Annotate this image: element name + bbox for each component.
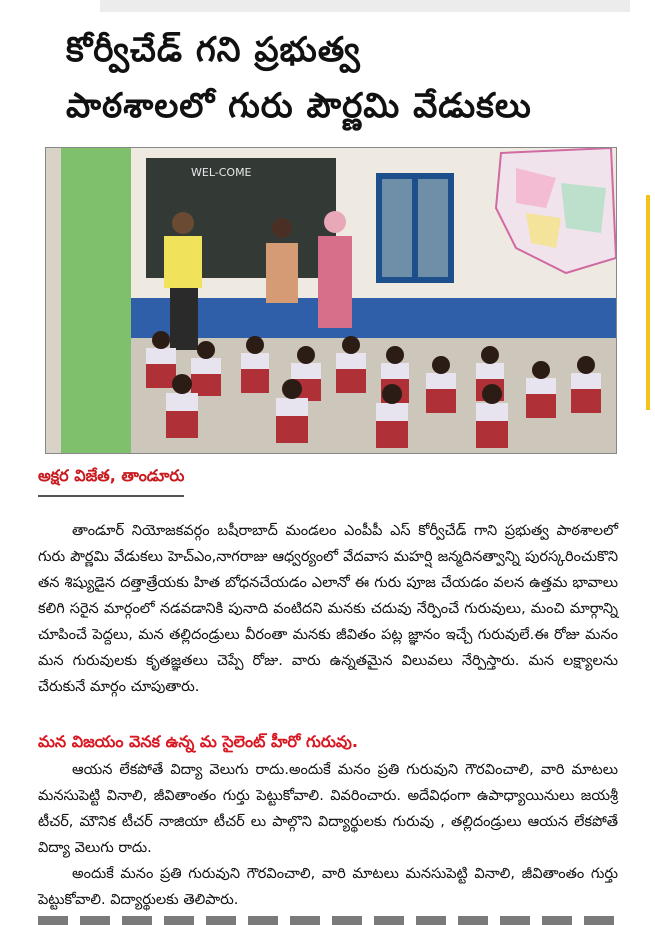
chalkboard-text: WEL-COME	[191, 166, 252, 179]
body-paragraph-2: ఆయన లేకపోతే విద్యా వెలుగు రాదు.అందుకే మనం ప్రతి గురువుని గౌరవించాలి, వారి మాటలు మనసుపెట్టి వినాలి, జీవితాంతం గుర్తు పెట్టుకోవాలి. వివరించారు. అదేవిధంగా ఉపాధ్యాయినులు జయశ్రీ టీచర్, మౌనిక టీచర్ నాజియా టీచర్ లు పాల్గొని విద్యార్థులకు గురువు , తల్లిదండ్రులు ఆయన లేకపోతే విద్యా వెలుగు రాదు.	[38, 762, 618, 856]
headline	[66, 22, 636, 134]
headline-line-1: కోర్వీచేడ్ గని ప్రభుత్వ	[66, 30, 361, 70]
classroom-photo	[45, 147, 617, 454]
highlight-line: మన విజయం వెనక ఉన్న మ సైలెంట్ హీరో గురువు.	[38, 732, 358, 751]
pillar	[61, 148, 131, 453]
body-paragraph-1: తాండూర్ నియోజకవర్గం బషీరాబాద్ మండలం ఎంపీపీ ఎస్ కోర్వీచేడ్ గాని ప్రభుత్వ పాఠశాలలో గురు పౌర్ణమి వేడుకలు హెచ్ఎం,నాగరాజు ఆధ్వర్యంలో వేదవాస మహర్షి జన్మదినత్వాన్ని పురస్కరించుకొని తన శిష్యుడైన దత్తాత్రేయకు హిత బోధనచేయడం ఎలానో ఈ గురు పూజ చేయడం వలన ఉత్తమ భావాలు కలిగి సరైన మార్గంలో నడవడానికి పునాది వంటిదని మనకు చదువు నేర్పించే గురువులు, మంచి మార్గాన్ని చూపించే పెద్దలు, మన తల్లిదండ్రులు వీరంతా మనకు జీవితం పట్ల జ్ఞానం ఇచ్చే గురువులే.ఈ రోజు మనం మన గురువులకు కృతజ్ఞతలు చెప్పే రోజు. వారు ఉన్నతమైన విలువలు నేర్పిస్తారు. మన లక్ష్యాలను చేరుకునే మార్గం చూపుతారు.	[38, 523, 618, 695]
page-top-strip	[100, 0, 630, 12]
side-margin-mark	[646, 195, 650, 410]
byline: అక్షర విజేత, తాండూరు	[38, 466, 184, 497]
classroom-photo-illustration	[46, 148, 616, 453]
next-article-cutoff	[38, 916, 618, 925]
headline-line-2: పాఠశాలలో గురు పౌర్ణమి వేడుకలు	[66, 86, 532, 126]
body-paragraph-3: అందుకే మనం ప్రతి గురువుని గౌరవించాలి, వారి మాటలు మనసుపెట్టి వినాలి, జీవితాంతం గుర్తు పెట్టుకోవాలి. విద్యార్థులకు తెలిపారు.	[38, 866, 618, 908]
